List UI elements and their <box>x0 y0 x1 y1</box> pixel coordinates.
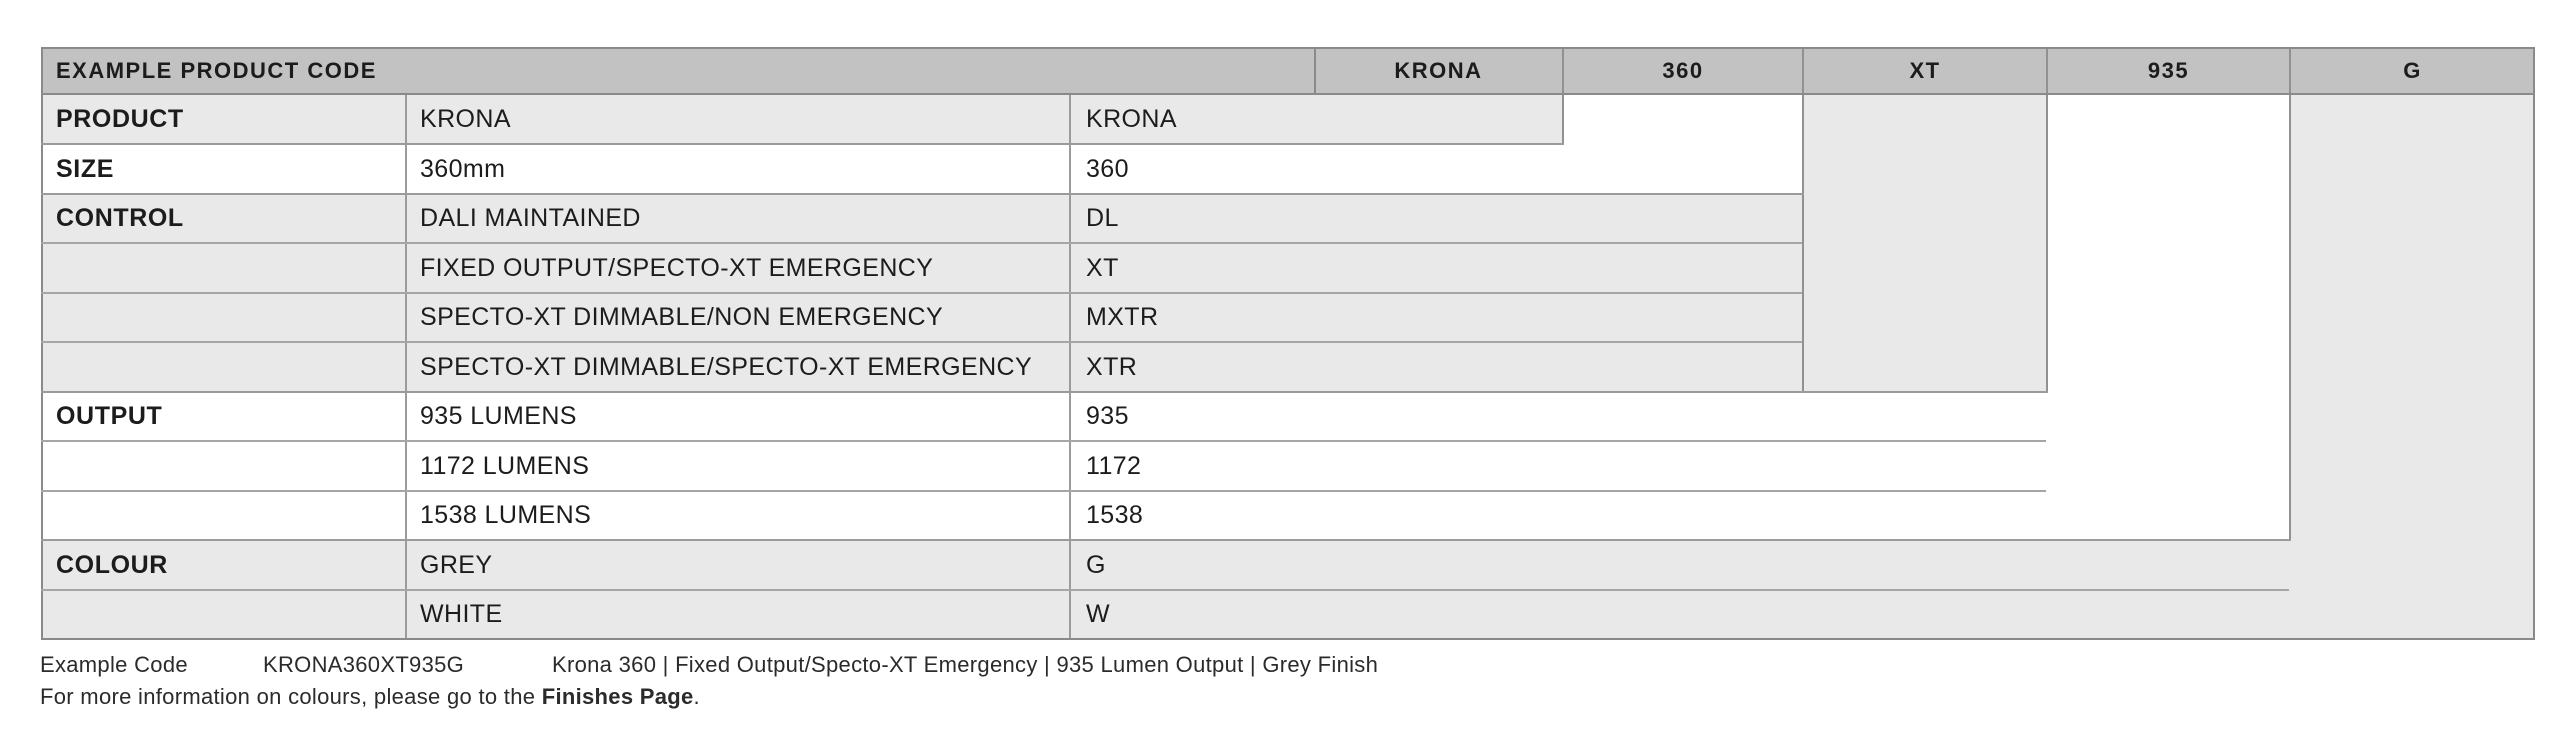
xt-code-column-bar <box>1803 95 2047 391</box>
code-header-xt: XT <box>1909 58 1941 83</box>
row-description: 1538 LUMENS <box>420 501 592 529</box>
xt-bar-right-divider <box>2046 47 2048 392</box>
row-divider-output-1 <box>41 440 2046 442</box>
table-left-border <box>41 47 43 640</box>
row-code: XT <box>1086 253 1119 282</box>
xt-bar-left-divider <box>1802 47 1804 392</box>
description-column-divider <box>1069 95 1071 640</box>
header-bottom-border <box>41 93 2535 95</box>
row-label: CONTROL <box>56 204 184 232</box>
row-divider-control-bottom <box>41 391 2048 393</box>
g-bar-left-divider <box>2289 47 2291 540</box>
table-right-border <box>2533 47 2535 640</box>
row-divider-product <box>41 143 1564 145</box>
row-code: KRONA <box>1086 105 1177 133</box>
row-description: GREY <box>420 550 493 579</box>
finishes-page-link[interactable]: Finishes Page <box>541 684 694 709</box>
row-description: 935 LUMENS <box>420 402 577 430</box>
row-label: COLOUR <box>56 550 168 579</box>
table-title: EXAMPLE PRODUCT CODE <box>56 58 377 83</box>
row-label: SIZE <box>56 154 114 183</box>
row-code: XTR <box>1086 352 1138 381</box>
row-description: 360mm <box>420 154 506 183</box>
example-code-value: KRONA360XT935G <box>263 652 465 677</box>
row-divider-colour <box>41 589 2289 591</box>
row-description: SPECTO-XT DIMMABLE/NON EMERGENCY <box>420 303 944 331</box>
row-description: KRONA <box>420 105 511 133</box>
row-code: 1538 <box>1086 501 1144 529</box>
example-code-label: Example Code <box>40 652 188 677</box>
example-code-description: Krona 360 | Fixed Output/Specto-XT Emergency | 935 Lumen Output | Grey Finish <box>552 652 1379 677</box>
colours-note-period: . <box>693 684 700 709</box>
row-code: W <box>1086 600 1110 628</box>
row-description: FIXED OUTPUT/SPECTO-XT EMERGENCY <box>420 253 934 282</box>
colours-note <box>40 682 700 712</box>
g-code-column-bar <box>2290 95 2534 639</box>
code-header-krona: KRONA <box>1394 58 1483 83</box>
table-bottom-border <box>41 638 2535 640</box>
row-description: 1172 LUMENS <box>420 451 590 480</box>
row-code: 935 <box>1086 402 1129 430</box>
row-description: SPECTO-XT DIMMABLE/SPECTO-XT EMERGENCY <box>420 352 1033 381</box>
code-header-935: 935 <box>2147 58 2190 83</box>
row-code: DL <box>1086 204 1119 232</box>
row-code: 360 <box>1086 154 1129 183</box>
code-header-360: 360 <box>1662 58 1704 83</box>
row-description: DALI MAINTAINED <box>420 204 641 232</box>
label-column-divider <box>405 95 407 640</box>
row-code: G <box>1086 550 1106 579</box>
product-group-shading <box>42 95 1563 144</box>
row-code: 1172 <box>1086 451 1142 480</box>
row-label: OUTPUT <box>56 402 163 430</box>
row-divider-output-bottom <box>41 539 2291 541</box>
row-divider-size <box>41 193 1804 195</box>
row-description: WHITE <box>420 600 503 628</box>
colours-note-text: For more information on colours, please go to the <box>40 684 542 709</box>
row-divider-output-2 <box>41 490 2046 492</box>
code-header-g: G <box>2403 58 2422 83</box>
row-label: PRODUCT <box>56 105 184 133</box>
row-code: MXTR <box>1086 303 1159 331</box>
